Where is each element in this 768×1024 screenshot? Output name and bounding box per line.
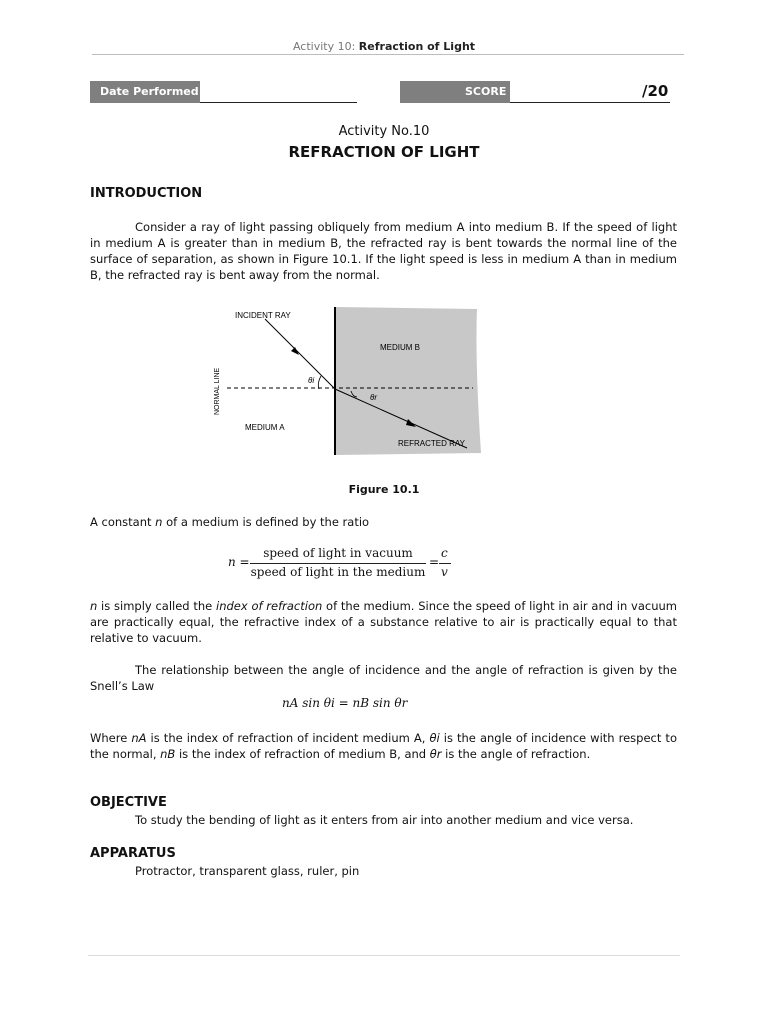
where-theta-r: θr — [429, 747, 442, 761]
header-prefix: Activity 10: — [292, 40, 359, 53]
score-label: SCORE — [400, 81, 510, 103]
index-paragraph — [90, 598, 677, 646]
definition-n: n — [155, 515, 163, 529]
header-divider — [92, 54, 684, 55]
running-header — [0, 40, 768, 53]
theta-r-label: θr — [370, 393, 378, 402]
introduction-paragraph: Consider a ray of light passing obliquely from medium A into medium B. If the speed of light in medium A is greater than in medium B, the refracted ray is bent towards the normal line of the surface of separation, as shown in Figure 10.1. If the light speed is less in medium A than in medium B, the refracted ray is bent away from the normal. — [90, 220, 677, 282]
where-theta-i: θi — [429, 731, 440, 745]
equation1-cv-bar — [439, 563, 451, 564]
apparatus-heading: APPARATUS — [90, 846, 176, 861]
objective-text: To study the bending of light as it enters from air into another medium and vice versa. — [135, 813, 634, 827]
where-t4: is the index of refraction of medium B, and — [175, 747, 430, 761]
definition-text — [90, 514, 677, 530]
snell-equation: nA sin θi = nB sin θr — [282, 696, 408, 710]
activity-number: Activity No.10 — [338, 124, 430, 139]
medium-a-label: MEDIUM A — [245, 423, 285, 432]
definition-before: A constant — [90, 515, 156, 529]
snell-paragraph: The relationship between the angle of incidence and the angle of refraction is given by the Snell’s Law — [90, 663, 677, 693]
refraction-figure — [205, 303, 485, 463]
where-nb: nB — [160, 747, 176, 761]
where-t2: is the index of refraction of incident medium A, — [146, 731, 430, 745]
equation1-c: c — [441, 546, 448, 560]
refracted-ray-label: REFRACTED RAY — [398, 439, 465, 448]
equation1-numerator: speed of light in vacuum — [263, 546, 413, 560]
index-term: index of refraction — [216, 599, 323, 613]
equation1-denominator: speed of light in the medium — [250, 565, 426, 579]
where-na: nA — [131, 731, 147, 745]
activity-title: REFRACTION OF LIGHT — [288, 143, 480, 161]
normal-line-label: NORMAL LINE — [214, 367, 221, 415]
where-t1: Where — [90, 731, 132, 745]
objective-heading: OBJECTIVE — [90, 795, 167, 810]
score-total: /20 — [642, 82, 669, 100]
index-n: n — [90, 599, 98, 613]
theta-i-label: θi — [308, 376, 315, 385]
where-t3: is the angle of incidence with respect to the normal, — [90, 731, 677, 761]
definition-after: of a medium is defined by the ratio — [162, 515, 370, 529]
figure-caption: Figure 10.1 — [348, 483, 420, 496]
date-performed-field[interactable] — [200, 102, 357, 103]
equation1-v: v — [441, 565, 448, 579]
medium-b-label: MEDIUM B — [380, 343, 420, 352]
equation1-equals: = — [429, 555, 440, 569]
score-field[interactable] — [510, 102, 670, 103]
equation1-lhs: n = — [228, 555, 250, 569]
incident-ray — [265, 319, 335, 389]
incident-ray-label: INCIDENT RAY — [235, 311, 291, 320]
index-t2: of the medium. Since the speed of light in air and in vacuum are practically equal, the refractive index of a substance relative to air is practically equal to that relative to vacuum. — [90, 599, 677, 645]
incident-arrow-icon — [291, 347, 299, 355]
angle-i-arc — [318, 376, 321, 389]
equation1-fraction-bar — [250, 563, 426, 564]
apparatus-text: Protractor, transparent glass, ruler, pin — [135, 864, 360, 878]
introduction-heading: INTRODUCTION — [90, 186, 203, 201]
where-t5: is the angle of refraction. — [441, 747, 591, 761]
medium-b-region — [335, 307, 481, 455]
date-performed-label: Date Performed — [90, 81, 200, 103]
footer-divider — [88, 955, 680, 956]
index-t1: is simply called the — [97, 599, 217, 613]
header-title: Refraction of Light — [358, 40, 476, 53]
where-paragraph — [90, 730, 677, 762]
